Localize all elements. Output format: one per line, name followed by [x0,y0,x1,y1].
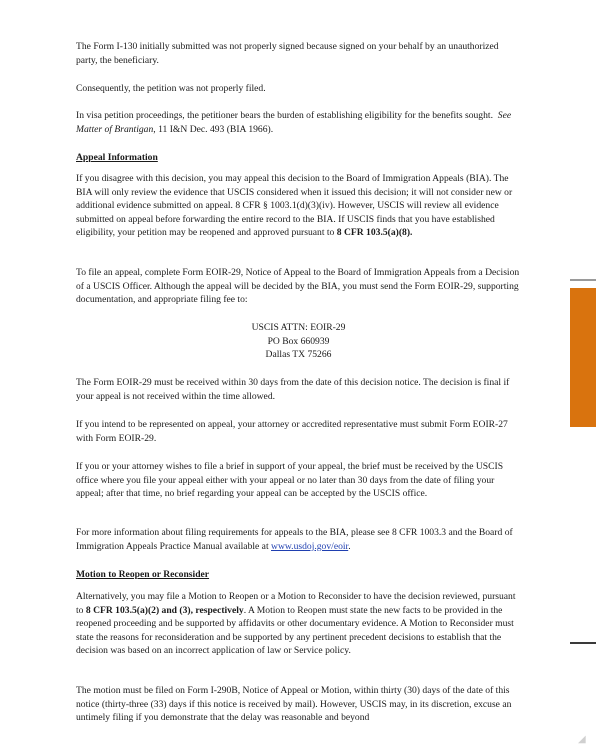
address-line: Dallas TX 75266 [265,349,332,361]
case-citation: See Matter of Brantigan [76,110,512,135]
address-line: PO Box 660939 [267,335,330,347]
paragraph-representation: If you intend to be represented on appeal, your attorney or accredited representative must submit Form EOIR-27 with Form EOIR-29. [76,419,508,444]
paragraph-not-filed: Consequently, the petition was not properly filed. [76,83,266,94]
usdoj-link[interactable]: www.usdoj.gov/eoir [271,540,349,552]
paragraph-signature: The Form I-130 initially submitted was not properly signed because signed on your behalf by an unauthorized party, the beneficiary. [76,41,499,66]
paragraph-file-appeal: To file an appeal, complete Form EOIR-29, Notice of Appeal to the Board of Immigration Appeals from a Decision of a USCIS Officer. Although the appeal will be decided by the BIA, you must send the Form EOIR-29, supporting documentation, and appropriate filing fee to: [76,267,520,306]
paragraph-more-info: For more information about filing requirements for appeals to the BIA, please see 8 CFR 1003.3 and the Board of Immigration Appeals Practice Manual available at www.usdoj.gov/eoir. [76,527,513,552]
side-divider [570,279,596,281]
paragraph-deadline: The Form EOIR-29 must be received within 30 days from the date of this decision notice. The decision is final if your appeal is not received within the time allowed. [76,377,510,402]
cfr-reference: 8 CFR 103.5(a)(2) and (3), respectively [85,604,244,616]
paragraph-brief: If you or your attorney wishes to file a brief in support of your appeal, the brief must be received by the USCIS office where you file your appeal either with your appeal or no later than 30 days from the date of filing your appeal; after that time, no brief regarding your appeal can be accepted by the USCIS office. [76,461,504,500]
mailing-address [76,321,521,362]
side-tab-marker [570,288,596,427]
appeal-heading: Appeal Information [76,152,158,163]
paragraph-appeal-intro: If you disagree with this decision, you may appeal this decision to the Board of Immigration Appeals (BIA). The BIA will only review the evidence that USCIS considered when it issued this decision; it will not consider new or additional evidence submitted on appeal. 8 CFR § 1003.1(d)(3)(iv). However, USCIS will review all evidence submitted on appeal before forwarding the entire record to the BIA. If USCIS finds that you have established eligibility, your petition may be reopened and approved pursuant to 8 CFR 103.5(a)(8). [76,173,513,239]
cfr-reference: 8 CFR 103.5(a)(8). [336,227,413,239]
paragraph-motion-intro: Alternatively, you may file a Motion to Reopen or a Motion to Reconsider to have the decision reviewed, pursuant to 8 CFR 103.5(a)(2) and (3), respectively. A Motion to Reopen must state the new facts to be provided in the reopened proceeding and be supported by affidavits or other documentary evidence. A Motion to Reconsider must state the reasons for reconsideration and be supported by any pertinent precedent decisions to establish that the decision was based on an incorrect application of law or Service policy. [76,591,516,657]
motion-heading: Motion to Reopen or Reconsider [76,569,210,580]
side-divider [570,642,596,644]
paragraph-motion-filing: The motion must be filed on Form I-290B, Notice of Appeal or Motion, within thirty (30) days of the date of this notice (thirty-three (33) days if this notice is received by mail). However, USCIS may, in its discretion, excuse an untimely filing if you demonstrate that the delay was reasonable and beyond [76,685,512,724]
address-line: USCIS ATTN: EOIR-29 [251,322,346,333]
paragraph-burden: In visa petition proceedings, the petitioner bears the burden of establishing eligibility for the benefits sought. See Matter of Brantigan, 11 I&N Dec. 493 (BIA 1966). [76,110,512,135]
page-curl-icon: ◢ [578,734,586,745]
